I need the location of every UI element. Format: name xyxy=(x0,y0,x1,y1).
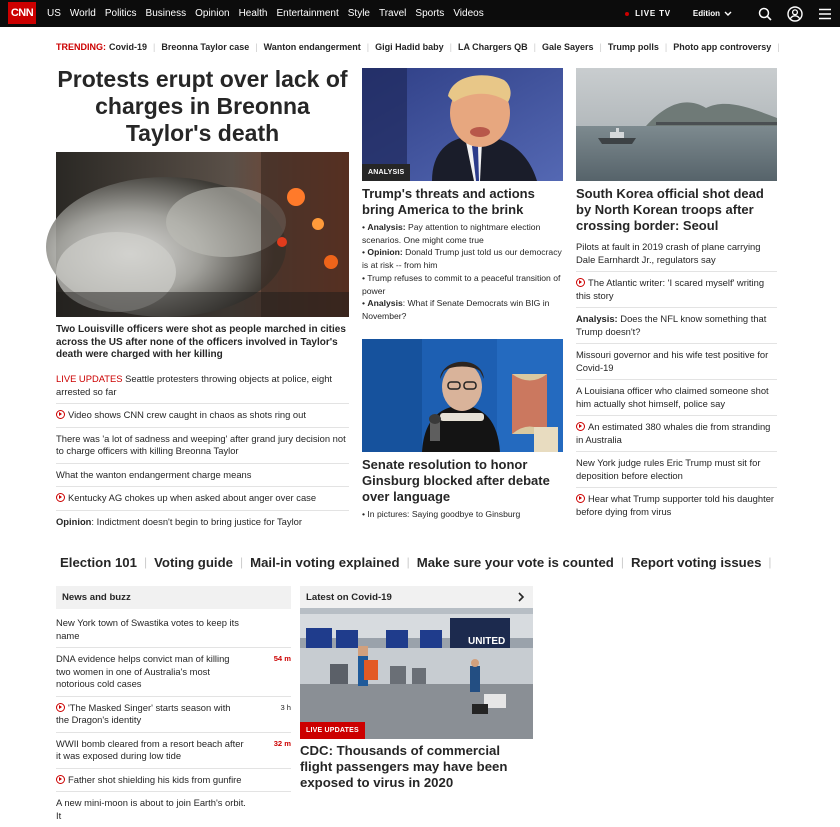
list-item-text: A Louisiana officer who claimed someone shot him actually shot himself, police say xyxy=(576,385,769,409)
vote-counted-link[interactable]: Make sure your vote is counted xyxy=(416,554,614,570)
timestamp: 32 m xyxy=(273,738,291,748)
divider: | xyxy=(366,42,370,52)
analysis-label: Analysis xyxy=(367,298,403,309)
trump-story-list xyxy=(362,221,563,323)
divider: | xyxy=(620,555,624,569)
list-item-text: Missouri governor and his wife test positive for Covid-19 xyxy=(576,349,769,373)
divider: | xyxy=(664,42,668,52)
list-item[interactable] xyxy=(576,308,777,344)
list-item-text: New York judge rules Eric Trump must sit for deposition before election xyxy=(576,457,761,481)
nav-links xyxy=(47,0,493,27)
list-item-text: New York town of Swastika votes to keep its name xyxy=(56,617,239,641)
list-item-text: There was 'a lot of sadness and weeping' after grand jury decision not to charge officers with killing Breonna Taylor xyxy=(56,432,346,456)
divider: | xyxy=(533,42,536,52)
list-item-text: WWII bomb cleared from a resort beach after it was exposed during low tide xyxy=(56,737,244,761)
analysis-label: Analysis: xyxy=(367,222,406,232)
nav-link-travel[interactable]: Travel xyxy=(378,8,407,19)
divider: | xyxy=(599,42,602,52)
list-item-text: Video shows CNN crew caught in chaos as shots ring out xyxy=(68,409,306,420)
list-item[interactable] xyxy=(576,344,777,380)
mail-in-voting-link[interactable]: Mail-in voting explained xyxy=(250,554,400,570)
list-item[interactable] xyxy=(576,238,777,272)
list-item-text: Does the NFL know something that Trump doesn't? xyxy=(576,313,767,337)
list-item[interactable]: • Analysis: Pay attention to nightmare election scenarios. One might come true xyxy=(362,222,541,245)
divider: | xyxy=(777,42,780,52)
nav-link-business[interactable]: Business xyxy=(145,8,187,19)
play-video-icon xyxy=(576,422,585,431)
nav-link-us[interactable]: US xyxy=(47,8,61,19)
chevron-right-icon[interactable] xyxy=(517,586,525,609)
chevron-down-icon xyxy=(724,11,732,17)
korea-photo[interactable] xyxy=(576,68,777,181)
ginsburg-story-list xyxy=(362,508,563,521)
live-updates-badge: LIVE UPDATES xyxy=(300,722,365,739)
list-item-text: In pictures: Saying goodbye to Ginsburg xyxy=(367,509,521,519)
korea-headline[interactable]: South Korea official shot dead by North Korean troops after crossing border: Seoul xyxy=(576,186,764,233)
list-item[interactable]: • Trump refuses to commit to a peaceful transition of power xyxy=(362,272,561,296)
nav-link-world[interactable]: World xyxy=(69,8,96,19)
list-item[interactable] xyxy=(56,404,349,428)
airport-photo[interactable] xyxy=(300,608,533,739)
nav-link-entertainment[interactable]: Entertainment xyxy=(276,8,339,19)
list-item[interactable] xyxy=(56,697,291,733)
list-item[interactable]: • Opinion: Donald Trump just told us our democracy is at risk -- from him xyxy=(362,247,562,271)
trending-item[interactable]: Gale Sayers xyxy=(541,42,594,52)
nav-link-style[interactable]: Style xyxy=(347,8,370,19)
play-video-icon xyxy=(56,775,65,784)
nav-right xyxy=(625,0,840,27)
divider: | xyxy=(153,42,156,52)
list-item-text: What the wanton endangerment charge means xyxy=(56,468,252,480)
nav-link-sports[interactable]: Sports xyxy=(415,8,445,19)
list-item[interactable] xyxy=(576,452,777,488)
more-stories-list xyxy=(576,238,777,523)
protest-photo-graphic xyxy=(56,152,349,317)
play-video-icon xyxy=(56,703,65,712)
top-navigation xyxy=(0,0,840,27)
search-button[interactable] xyxy=(750,0,780,27)
list-item[interactable] xyxy=(56,511,349,534)
list-item-text: Donald Trump just told us our democracy is at risk -- from him xyxy=(362,247,562,271)
lead-story-list xyxy=(56,368,349,533)
list-item[interactable]: • Analysis: What if Senate Democrats win BIG in November? xyxy=(362,298,550,321)
timestamp: 54 m xyxy=(273,654,291,663)
play-video-icon xyxy=(56,493,65,502)
hamburger-menu-icon xyxy=(818,8,832,20)
list-item-text: Pay attention to nightmare election scenarios. One might come true xyxy=(362,222,541,245)
search-icon xyxy=(758,7,772,21)
list-item-text: : What if Senate Democrats win BIG in November? xyxy=(362,298,550,321)
covid-headline[interactable]: CDC: Thousands of commercial flight passengers may have been exposed to virus in 2020 xyxy=(300,743,508,790)
united-sign: UNITED xyxy=(468,636,506,647)
menu-button[interactable] xyxy=(810,0,840,27)
ginsburg-photo-graphic xyxy=(362,339,563,452)
list-item-text: Seattle protesters throwing objects at police, eight arrested so far xyxy=(56,373,333,397)
trump-headline[interactable]: Trump's threats and actions bring America to the brink xyxy=(362,186,535,217)
list-item[interactable] xyxy=(56,612,291,648)
nav-link-videos[interactable]: Videos xyxy=(453,8,484,19)
play-video-icon xyxy=(56,410,65,419)
list-item[interactable] xyxy=(56,487,349,511)
list-item[interactable] xyxy=(56,428,349,464)
nav-link-politics[interactable]: Politics xyxy=(104,8,137,19)
news-and-buzz-title: News and buzz xyxy=(62,592,131,603)
news-and-buzz-list xyxy=(56,612,291,827)
nav-link-opinion[interactable]: Opinion xyxy=(195,8,230,19)
user-icon xyxy=(787,6,803,22)
ginsburg-headline[interactable]: Senate resolution to honor Ginsburg blocked after debate over language xyxy=(362,457,550,504)
analysis-label: Analysis: xyxy=(576,313,618,324)
list-item[interactable] xyxy=(56,733,291,769)
account-button[interactable] xyxy=(780,0,810,27)
list-item-text: Hear what Trump supporter told his daughter before dying from virus xyxy=(576,493,775,517)
analysis-badge: ANALYSIS xyxy=(362,164,410,181)
list-item-text: Pilots at fault in 2019 crash of plane carrying Dale Earnhardt Jr., regulators say xyxy=(576,241,761,265)
trending-item[interactable]: Covid-19 xyxy=(109,42,148,52)
trending-item[interactable]: Photo app controversy xyxy=(673,42,772,52)
list-item[interactable] xyxy=(56,464,349,488)
list-item-text: : Indictment doesn't begin to bring justice for Taylor xyxy=(91,515,303,527)
list-item-text: A new mini-moon is about to join Earth's orbit. It xyxy=(56,797,246,821)
news-and-buzz-header xyxy=(56,586,291,609)
timestamp: 3 h xyxy=(280,702,291,712)
list-item-text: An estimated 380 whales die from stranding in Australia xyxy=(576,421,771,445)
divider: | xyxy=(143,555,148,569)
opinion-label: Opinion xyxy=(56,515,92,527)
list-item[interactable] xyxy=(576,380,777,416)
lead-summary[interactable]: Two Louisville officers were shot as people marched in cities across the US after none of the officers involved in Taylor's death were charged with her killing xyxy=(56,324,346,360)
cnn-logo[interactable]: CNN xyxy=(8,2,36,24)
ginsburg-photo[interactable] xyxy=(362,339,563,452)
report-voting-issues-link[interactable]: Report voting issues xyxy=(630,554,762,570)
divider: | xyxy=(768,555,772,569)
protest-photo[interactable] xyxy=(56,152,349,317)
trending-item[interactable]: Gigi Hadid baby xyxy=(375,42,444,52)
airport-photo-graphic xyxy=(300,608,533,739)
edition-label: Edition xyxy=(692,9,720,18)
list-item[interactable] xyxy=(576,488,777,523)
trending-item[interactable]: Trump polls xyxy=(607,42,659,52)
live-tv-label: LIVE TV xyxy=(635,9,671,18)
covid-title: Latest on Covid-19 xyxy=(306,592,392,603)
list-item-text: 'The Masked Singer' starts season with the Dragon's identity xyxy=(56,701,231,725)
trending-label: TRENDING: xyxy=(56,42,106,52)
divider: | xyxy=(406,555,410,569)
trending-item[interactable]: Breonna Taylor case xyxy=(161,42,250,52)
voting-guide-link[interactable]: Voting guide xyxy=(154,554,233,570)
lead-headline[interactable]: Protests erupt over lack of charges in Breonna Taylor's death xyxy=(57,66,348,146)
election-101-link[interactable]: Election 101 xyxy=(60,554,137,570)
play-video-icon xyxy=(576,278,585,287)
list-item-text: Kentucky AG chokes up when asked about anger over case xyxy=(68,492,317,503)
election-links-bar xyxy=(60,553,779,571)
divider: | xyxy=(255,42,258,52)
opinion-label: Opinion: xyxy=(367,247,403,258)
live-updates-label: LIVE UPDATES xyxy=(56,373,123,384)
nav-link-health[interactable]: Health xyxy=(238,8,268,19)
live-dot-icon xyxy=(625,12,629,16)
play-video-icon xyxy=(576,494,585,503)
divider: | xyxy=(239,555,244,569)
list-item[interactable] xyxy=(56,792,291,827)
list-item[interactable] xyxy=(576,272,777,308)
trending-bar xyxy=(56,40,786,54)
list-item-text: Trump refuses to commit to a peaceful transition of power xyxy=(362,272,561,296)
edition-menu[interactable] xyxy=(693,9,732,18)
list-item-text: The Atlantic writer: 'I scared myself' writing this story xyxy=(576,277,765,301)
divider: | xyxy=(449,42,452,52)
live-tv-link[interactable] xyxy=(625,9,671,18)
covid-header xyxy=(300,586,533,609)
list-item[interactable] xyxy=(56,648,291,697)
list-item[interactable] xyxy=(56,769,291,793)
list-item[interactable] xyxy=(56,368,349,404)
korea-photo-graphic xyxy=(576,68,777,181)
trending-item[interactable]: LA Chargers QB xyxy=(457,42,528,52)
list-item-text: Father shot shielding his kids from gunfire xyxy=(68,773,242,785)
list-item[interactable]: • In pictures: Saying goodbye to Ginsburg xyxy=(362,509,521,519)
trending-item[interactable]: Wanton endangerment xyxy=(263,42,361,52)
trump-photo[interactable] xyxy=(362,68,563,181)
list-item[interactable] xyxy=(576,416,777,452)
list-item-text: DNA evidence helps convict man of killing two women in one of Australia's most notorious cold cases xyxy=(56,653,230,689)
